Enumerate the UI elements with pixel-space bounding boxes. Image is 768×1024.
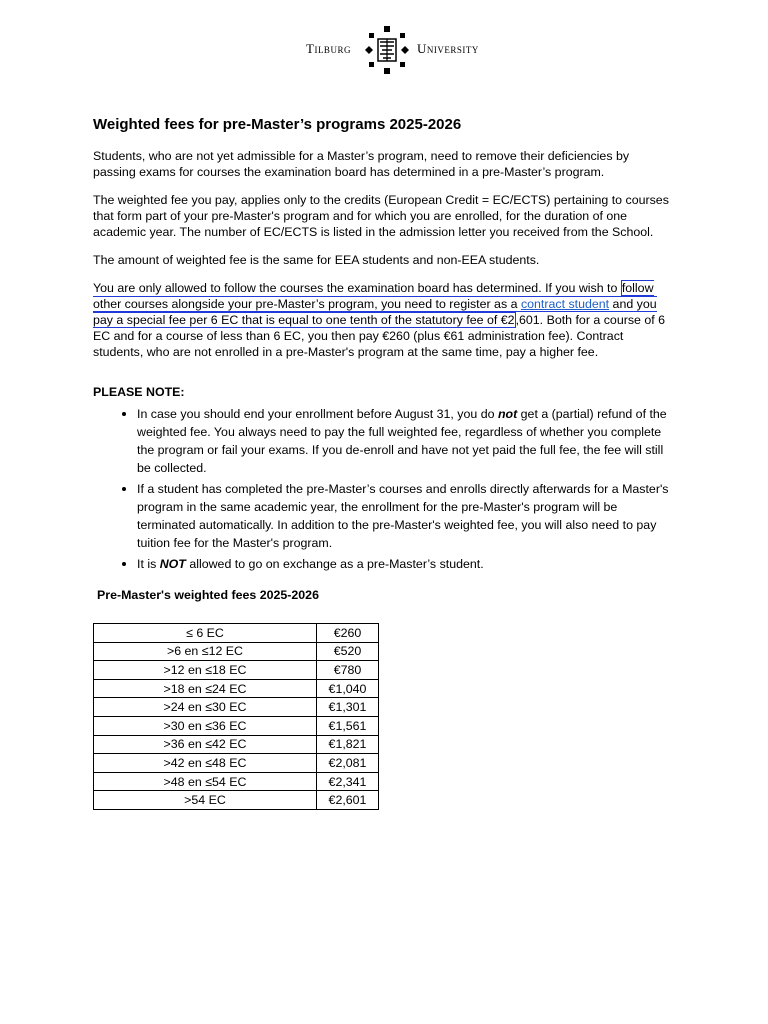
fee-cell: €520 [317, 642, 379, 661]
paragraph-contract-student [93, 280, 673, 360]
fee-cell: €1,301 [317, 698, 379, 717]
note-item-exchange [137, 554, 673, 573]
table-row [94, 754, 379, 773]
ec-range-cell: >12 en ≤18 EC [94, 661, 317, 680]
ec-range-cell: >30 en ≤36 EC [94, 716, 317, 735]
ec-range-cell: >54 EC [94, 791, 317, 810]
table-row [94, 735, 379, 754]
table-row [94, 791, 379, 810]
note-item-refund-emphasis: not [497, 407, 518, 421]
table-row [94, 661, 379, 680]
paragraph-admissibility: Students, who are not yet admissible for a Master’s program, need to remove their deficiencies by passing exams for courses the examination board has determined in a pre-Master’s program. [93, 149, 630, 179]
note-item-refund-text-b: get a (partial) refund of the weighted fee. You always need to pay the full weighted fee, regardless of whether you complete the program or fail your exams. If you de-enroll and have not yet paid the full fee, the fee will still be collected. [137, 407, 667, 475]
para4-text-c: and you pay a special fee per 6 EC that is equal to one tenth of the statutory fee of €2 [93, 297, 657, 327]
ec-range-cell: >36 en ≤42 EC [94, 735, 317, 754]
fee-cell: €260 [317, 624, 379, 643]
fees-table-title: Pre-Master's weighted fees 2025-2026 [97, 588, 319, 602]
table-row [94, 624, 379, 643]
table-row [94, 698, 379, 717]
note-item-refund [137, 404, 673, 477]
table-row [94, 679, 379, 698]
ec-range-cell: >48 en ≤54 EC [94, 772, 317, 791]
fee-cell: €1,821 [317, 735, 379, 754]
contract-student-link[interactable]: contract student [520, 297, 610, 311]
university-logo [306, 26, 496, 74]
ec-range-cell: ≤ 6 EC [94, 624, 317, 643]
ec-range-cell: >42 en ≤48 EC [94, 754, 317, 773]
note-item-exchange-text-b: allowed to go on exchange as a pre-Master’s student. [185, 557, 484, 571]
para4-text-a: You are only allowed to follow the courses the examination board has determined. If you wish to [93, 281, 621, 295]
fee-cell: €2,341 [317, 772, 379, 791]
note-item-exchange-text-a: It is [137, 557, 160, 571]
para4-text-d: ,601. Both for a course of 6 EC and for a course of less than 6 EC, you then pay €260 (plus €61 administration fee). Contract students, who are not enrolled in a pre-Master's program at the same time, pay a higher fee. [93, 313, 666, 359]
note-item-refund-text-a: In case you should end your enrollment before August 31, you do [137, 407, 498, 421]
note-item-exchange-emphasis: NOT [159, 557, 186, 571]
fee-cell: €1,561 [317, 716, 379, 735]
university-seal-icon [363, 26, 411, 74]
document-body [93, 116, 673, 810]
paragraph-eea: The amount of weighted fee is the same for EEA students and non-EEA students. [93, 253, 540, 267]
note-list [93, 404, 673, 573]
fee-cell: €780 [317, 661, 379, 680]
paragraph-weighted-fee: The weighted fee you pay, applies only to the credits (European Credit = EC/ECTS) pertaining to courses that form part of your pre-Master's program and for which you are enrolled, for the duration of one academic year. The number of EC/ECTS is listed in the admission letter you received from the School. [93, 193, 669, 239]
table-row [94, 772, 379, 791]
please-note-heading: PLEASE NOTE: [93, 385, 185, 399]
ec-range-cell: >24 en ≤30 EC [94, 698, 317, 717]
ec-range-cell: >18 en ≤24 EC [94, 679, 317, 698]
table-row [94, 716, 379, 735]
para4-text-b: follow other courses alongside your pre-Master’s program, you need to register as a [93, 281, 654, 311]
fee-cell: €2,601 [317, 791, 379, 810]
fee-cell: €1,040 [317, 679, 379, 698]
ec-range-cell: >6 en ≤12 EC [94, 642, 317, 661]
table-row [94, 642, 379, 661]
document-title: Weighted fees for pre-Master’s programs 2025-2026 [93, 116, 462, 133]
logo-text-left: Tilburg [306, 41, 351, 56]
fee-cell: €2,081 [317, 754, 379, 773]
fees-table [93, 623, 379, 810]
note-item-masters: • If a student has completed the pre-Master’s courses and enrolls directly afterwards for a Master's program in the same academic year, the enrollment for the pre-Master's program will be terminated automatically. In addition to the pre-Master's weighted fee, you will also need to pay tuition fee for the Master's program. [137, 479, 673, 552]
logo-text-right: University [417, 41, 479, 56]
